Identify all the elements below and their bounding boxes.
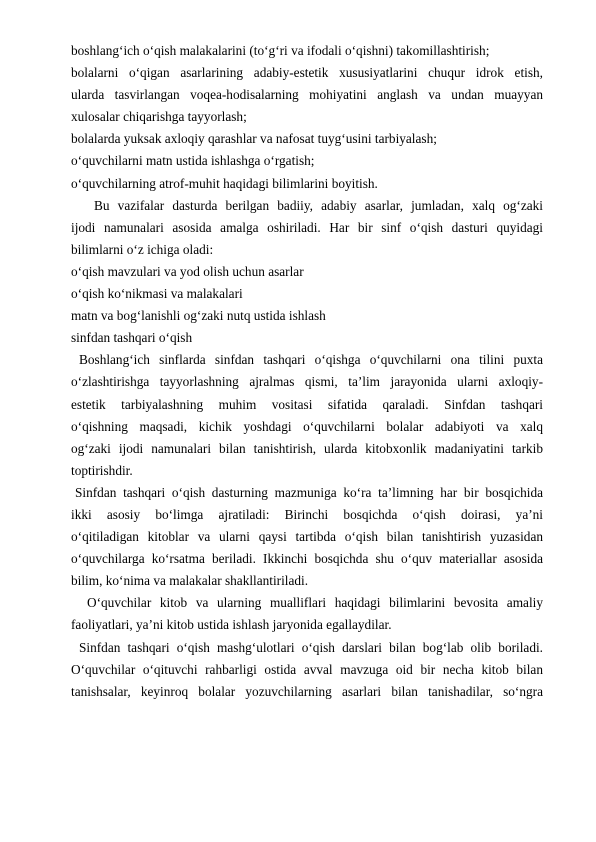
text-line: Boshlang‘ich sinflarda sinfdan tashqari o‘qishga o‘quvchilarni ona tilini puxta <box>79 352 543 368</box>
text-line: toptirishdir. <box>71 462 133 478</box>
text-line: o‘qitiladigan kitoblar va ularni qaysi tartibda o‘qish bilan tanishtirish yuzasidan <box>71 529 543 545</box>
text-line: o‘qishning maqsadi, kichik yoshdagi o‘quvchilarni bolalar adabiyoti va xalq <box>71 418 543 434</box>
text-line: sinfdan tashqari o‘qish <box>71 330 193 346</box>
document-page <box>71 40 543 703</box>
text-line: Sinfdan tashqari o‘qish dasturning mazmuniga ko‘ra ta’limning har bir bosqichida <box>75 484 543 500</box>
text-line: faoliyatlari, ya’ni kitob ustida ishlash jaryonida egallaydilar. <box>71 617 392 633</box>
text-line: o‘quvchilarni matn ustida ishlashga o‘rgatish; <box>71 153 315 169</box>
text-line: o‘zlashtirishga tayyorlashning ajralmas qismi, ta’lim jarayonida ularni axloqiy- <box>71 374 543 390</box>
text-line: estetik tarbiyalashning muhim vositasi sifatida qaraladi. Sinfdan tashqari <box>71 396 543 412</box>
text-line: og‘zaki ijodi namunalari bilan tanishtirish, ularda kitobxonlik madaniyatini tarkib <box>71 440 543 456</box>
text-line: tanishsalar, keyinroq bolalar yozuvchilarning asarlari bilan tanishadilar, so‘ngra <box>71 683 543 699</box>
text-line: Sinfdan tashqari o‘qish mashg‘ulotlari o‘qish darslari bilan bog‘lab olib boriladi. <box>79 639 543 655</box>
text-line: xulosalar chiqarishga tayyorlash; <box>71 109 247 125</box>
text-line: Bu vazifalar dasturda berilgan badiiy, adabiy asarlar, jumladan, xalq og‘zaki <box>94 197 543 213</box>
text-line: o‘qish mavzulari va yod olish uchun asarlar <box>71 263 304 279</box>
text-line: bolalarda yuksak axloqiy qarashlar va nafosat tuyg‘usini tarbiyalash; <box>71 131 437 147</box>
text-line: ikki asosiy bo‘limga ajratiladi: Birinchi bosqichda o‘qish doirasi, ya’ni <box>71 506 543 522</box>
text-line: o‘quvchilarga ko‘rsatma beriladi. Ikkinchi bosqichda shu o‘quv materiallar asosida <box>71 551 543 567</box>
text-line: bilimlarni o‘z ichiga oladi: <box>71 241 214 257</box>
text-line: o‘qish ko‘nikmasi va malakalari <box>71 286 243 302</box>
text-line: ularda tasvirlangan voqea-hodisalarning mohiyatini anglash va undan muayyan <box>71 87 543 103</box>
text-line: matn va bog‘lanishli og‘zaki nutq ustida ishlash <box>71 308 326 324</box>
text-line: O‘quvchilar o‘qituvchi rahbarligi ostida avval mavzuga oid bir necha kitob bilan <box>71 661 543 677</box>
text-line: O‘quvchilar kitob va ularning mualliflari haqidagi bilimlarini bevosita amaliy <box>87 595 543 611</box>
text-line: bolalarni o‘qigan asarlarining adabiy-estetik xususiyatlarini chuqur idrok etish, <box>71 65 543 81</box>
text-line: ijodi namunalari asosida amalga oshiriladi. Har bir sinf o‘qish dasturi quyidagi <box>71 219 543 235</box>
text-line: boshlang‘ich o‘qish malakalarini (to‘g‘ri va ifodali o‘qishni) takomillashtirish; <box>71 43 490 58</box>
text-line: o‘quvchilarning atrof-muhit haqidagi bilimlarini boyitish. <box>71 175 378 191</box>
text-line: bilim, ko‘nima va malakalar shakllantiriladi. <box>71 573 309 589</box>
